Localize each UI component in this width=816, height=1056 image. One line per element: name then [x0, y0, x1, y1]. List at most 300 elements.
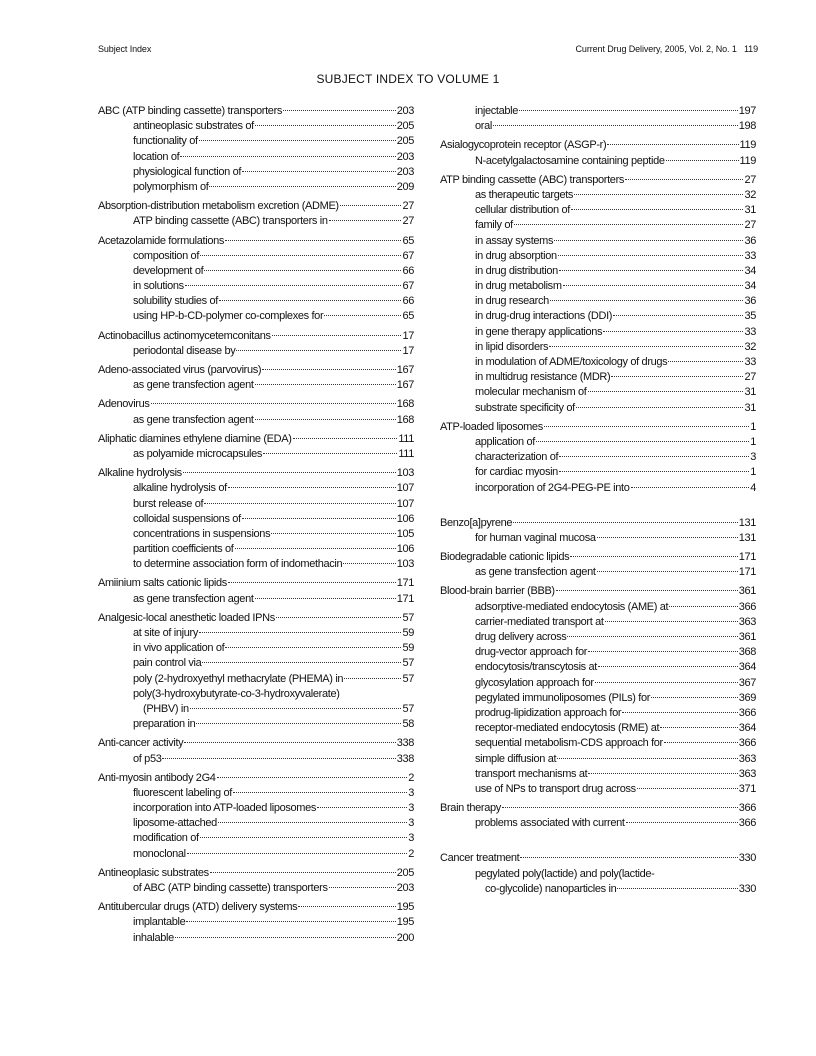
index-term: in drug metabolism — [475, 280, 562, 293]
index-term: physiological function of — [133, 165, 242, 178]
index-term: pegylated poly(lactide) and poly(lactide- — [475, 867, 655, 880]
index-term: carrier-mediated transport at — [475, 615, 604, 628]
index-subentry — [98, 752, 414, 767]
index-subentry — [440, 565, 756, 580]
index-term: as gene transfection agent — [133, 413, 254, 426]
index-term: prodrug-lipidization approach for — [475, 706, 622, 719]
index-term: as gene transfection agent — [475, 566, 596, 579]
dot-leader — [597, 537, 738, 538]
dot-leader — [574, 194, 743, 195]
dot-leader — [597, 571, 738, 572]
page-number: 330 — [738, 882, 756, 895]
page-number: 203 — [396, 882, 414, 894]
page-number: 17 — [402, 329, 414, 342]
dot-leader — [611, 376, 743, 377]
index-subentry — [98, 264, 414, 279]
index-entry-group — [98, 234, 414, 325]
index-subentry — [440, 882, 756, 897]
dot-leader — [262, 369, 395, 370]
dot-leader — [162, 758, 395, 759]
dot-leader — [225, 647, 401, 648]
page-number: 203 — [396, 105, 414, 117]
index-term: to determine association form of indomethacin — [133, 558, 343, 571]
index-term: concentrations in suspensions — [133, 527, 271, 540]
index-heading — [98, 771, 414, 786]
index-entry-group — [98, 199, 414, 229]
dot-leader — [210, 872, 396, 873]
dot-leader — [242, 518, 396, 519]
page-number: 205 — [396, 120, 414, 133]
index-heading — [440, 173, 756, 188]
page-number: 34 — [744, 280, 756, 293]
index-entry-group — [98, 611, 414, 733]
index-subentry — [440, 721, 756, 736]
page-number: 361 — [738, 631, 756, 643]
index-subentry — [98, 119, 414, 134]
page-number: 171 — [396, 577, 414, 590]
index-subentry — [440, 630, 756, 645]
index-term: drug-vector approach for — [475, 646, 588, 659]
index-entry-group — [98, 736, 414, 766]
dot-leader — [556, 590, 738, 591]
index-heading — [98, 397, 414, 412]
index-subentry — [98, 294, 414, 309]
dot-leader — [576, 407, 744, 408]
index-term: at site of injury — [133, 627, 198, 639]
index-subentry — [98, 497, 414, 512]
page-number: 106 — [396, 512, 414, 525]
index-subentry — [98, 801, 414, 816]
dot-leader — [344, 678, 401, 679]
index-heading — [98, 363, 414, 378]
dot-leader — [520, 857, 737, 858]
index-subentry — [440, 767, 756, 782]
index-subentry — [440, 355, 756, 370]
index-heading — [98, 432, 414, 447]
page-number: 171 — [738, 551, 756, 564]
header-journal-citation: Current Drug Delivery, 2005, Vol. 2, No. 1 119 — [575, 44, 758, 54]
index-heading — [440, 584, 756, 599]
page-number: 1 — [750, 420, 756, 433]
page-number: 168 — [396, 413, 414, 426]
page-number: 171 — [396, 592, 414, 605]
index-term: modification of — [133, 832, 199, 845]
index-entry-group — [98, 466, 414, 572]
index-subentry — [98, 915, 414, 930]
page-number: 35 — [744, 310, 756, 323]
index-term: as gene transfection agent — [133, 592, 254, 605]
index-term: transport mechanisms at — [475, 767, 588, 780]
page-number: 27 — [402, 200, 414, 213]
dot-leader — [536, 441, 749, 442]
index-term: of ABC (ATP binding cassette) transporters — [133, 882, 328, 894]
index-subentry — [440, 481, 756, 496]
index-subentry — [98, 931, 414, 946]
index-term: Alkaline hydrolysis — [98, 467, 182, 480]
index-term: burst release of — [133, 497, 204, 510]
index-subentry — [98, 413, 414, 428]
index-term: incorporation of 2G4-PEG-PE into — [475, 481, 630, 494]
index-term: antineoplasic substrates of — [133, 120, 254, 133]
dot-leader — [493, 125, 738, 126]
dot-leader — [329, 887, 396, 888]
index-subentry — [98, 481, 414, 496]
page-number: 205 — [396, 866, 414, 879]
index-term: characterization of — [475, 451, 559, 464]
index-term: ABC (ATP binding cassette) transporters — [98, 105, 283, 117]
index-term: in drug distribution — [475, 264, 558, 277]
index-heading — [98, 900, 414, 915]
index-subentry — [440, 435, 756, 450]
index-term: molecular mechanism of — [475, 386, 587, 399]
dot-leader — [293, 438, 398, 439]
page-number: 111 — [398, 432, 414, 445]
dot-leader — [255, 419, 396, 420]
index-term: in vivo application of — [133, 642, 225, 655]
index-term: as polyamide microcapsules — [133, 447, 263, 460]
page-number: 67 — [402, 280, 414, 293]
index-subentry — [440, 736, 756, 751]
dot-leader — [631, 487, 750, 488]
index-subentry — [440, 188, 756, 203]
page-number: 195 — [396, 916, 414, 929]
page-number: 203 — [396, 165, 414, 178]
page-number: 371 — [738, 782, 756, 795]
page-number: 103 — [396, 558, 414, 571]
dot-leader — [603, 331, 743, 332]
dot-leader — [200, 837, 408, 838]
dot-leader — [283, 110, 396, 111]
dot-leader — [595, 682, 738, 683]
dot-leader — [554, 240, 743, 241]
index-term: endocytosis/transcytosis at — [475, 661, 597, 674]
page-number: 366 — [738, 817, 756, 830]
index-term: Brain therapy — [440, 802, 501, 815]
page-number: 106 — [396, 543, 414, 556]
page-number: 338 — [396, 752, 414, 765]
page-number: 168 — [396, 398, 414, 411]
index-subentry — [440, 600, 756, 615]
index-term: as gene transfection agent — [133, 379, 254, 392]
index-subentry — [440, 249, 756, 264]
dot-leader — [637, 788, 738, 789]
index-term: ATP binding cassette (ABC) transporters in — [133, 215, 328, 228]
index-subentry — [98, 702, 414, 717]
index-heading — [440, 420, 756, 435]
page-number: 57 — [402, 672, 414, 685]
index-term: Adeno-associated virus (parvovirus) — [98, 364, 262, 376]
dot-leader — [218, 822, 407, 823]
index-term: in assay systems — [475, 234, 554, 247]
index-term: application of — [475, 435, 535, 448]
page-number: 27 — [744, 371, 756, 384]
index-entry-group — [440, 851, 756, 897]
dot-leader — [567, 636, 737, 637]
index-term: Biodegradable cationic lipids — [440, 551, 570, 564]
page-number: 58 — [402, 718, 414, 731]
index-term: Aliphatic diamines ethylene diamine (EDA) — [98, 432, 292, 445]
index-subentry — [98, 309, 414, 324]
index-entry-group — [98, 104, 414, 195]
index-term: Analgesic-local anesthetic loaded IPNs — [98, 611, 275, 624]
index-term: for human vaginal mucosa — [475, 531, 596, 544]
index-term: glycosylation approach for — [475, 676, 594, 689]
dot-leader — [217, 777, 408, 778]
index-subentry — [98, 214, 414, 229]
page-number: 1 — [750, 435, 756, 448]
index-column-left — [98, 104, 414, 950]
index-term: Anti-myosin antibody 2G4 — [98, 771, 216, 784]
dot-leader — [514, 224, 744, 225]
page-number: 363 — [738, 767, 756, 780]
index-term: of p53 — [133, 752, 162, 765]
index-heading — [98, 104, 414, 119]
dot-leader — [502, 807, 738, 808]
dot-leader — [588, 391, 744, 392]
page-number: 32 — [744, 340, 756, 353]
index-subentry — [98, 641, 414, 656]
dot-leader — [151, 403, 396, 404]
index-subentry — [98, 672, 414, 687]
page-number: 197 — [738, 105, 756, 117]
page-number: 330 — [738, 852, 756, 865]
dot-leader — [228, 582, 396, 583]
dot-leader — [563, 285, 744, 286]
index-heading — [98, 866, 414, 881]
index-subentry — [98, 249, 414, 264]
index-subentry — [440, 104, 756, 119]
index-term: cellular distribution of — [475, 204, 570, 217]
dot-leader — [255, 384, 396, 385]
index-term: using HP-b-CD-polymer co-complexes for — [133, 310, 324, 323]
index-entry-group — [440, 173, 756, 416]
index-subentry — [98, 847, 414, 862]
dot-leader — [233, 792, 407, 793]
page-number: 368 — [738, 646, 756, 659]
page-number: 363 — [738, 752, 756, 765]
header-section-title: Subject Index — [98, 44, 152, 54]
index-term: liposome-attached — [133, 817, 217, 830]
index-term: drug delivery across — [475, 631, 567, 643]
index-subentry — [98, 592, 414, 607]
page-number: 57 — [402, 611, 414, 624]
page-number: 366 — [738, 737, 756, 750]
index-subentry — [98, 150, 414, 165]
page-number: 205 — [396, 135, 414, 148]
dot-leader — [343, 563, 395, 564]
page-number: 27 — [402, 215, 414, 228]
page-number: 2 — [408, 847, 414, 860]
dot-leader — [664, 742, 738, 743]
index-term: Benzo[a]pyrene — [440, 516, 513, 529]
index-term: Adenovirus — [98, 398, 150, 411]
index-term: alkaline hydrolysis of — [133, 482, 227, 495]
dot-leader — [255, 598, 396, 599]
index-term: family of — [475, 219, 513, 232]
index-term: (PHBV) in — [143, 702, 189, 715]
dot-leader — [559, 270, 744, 271]
index-heading — [440, 851, 756, 866]
index-term: in modulation of ADME/toxicology of drugs — [475, 356, 668, 368]
index-term: in gene therapy applications — [475, 325, 603, 338]
page-number: 3 — [408, 817, 414, 830]
page-number: 3 — [408, 802, 414, 815]
index-term: problems associated with current — [475, 817, 625, 830]
index-term: Acetazolamide formulations — [98, 234, 225, 247]
index-subentry — [440, 465, 756, 480]
dot-leader — [558, 255, 744, 256]
index-entry-group — [440, 420, 756, 496]
page-number: 167 — [396, 379, 414, 392]
index-subentry — [440, 218, 756, 233]
index-term: Antineoplasic substrates — [98, 866, 209, 879]
dot-leader — [588, 651, 738, 652]
index-term: incorporation into ATP-loaded liposomes — [133, 802, 317, 815]
index-subentry — [98, 687, 414, 702]
dot-leader — [209, 186, 395, 187]
index-term: in multidrug resistance (MDR) — [475, 371, 611, 384]
dot-leader — [666, 160, 739, 161]
index-heading — [98, 234, 414, 249]
dot-leader — [204, 503, 395, 504]
dot-leader — [559, 456, 749, 457]
index-subentry — [98, 279, 414, 294]
index-subentry — [98, 816, 414, 831]
dot-leader — [196, 723, 401, 724]
dot-leader — [225, 240, 401, 241]
index-heading — [440, 801, 756, 816]
page-number: 171 — [738, 566, 756, 579]
dot-leader — [513, 522, 738, 523]
index-term: implantable — [133, 916, 186, 929]
page-number: 27 — [744, 173, 756, 186]
index-subentry — [440, 450, 756, 465]
index-entry-group — [440, 138, 756, 168]
dot-leader — [559, 471, 749, 472]
index-subentry — [440, 119, 756, 134]
dot-leader — [187, 853, 407, 854]
dot-leader — [607, 144, 738, 145]
page-number: 66 — [402, 264, 414, 277]
index-subentry — [98, 656, 414, 671]
index-term: sequential metabolism-CDS approach for — [475, 737, 663, 750]
page-number: 32 — [744, 188, 756, 201]
page-number: 65 — [402, 234, 414, 247]
index-subentry — [440, 401, 756, 416]
dot-leader — [228, 487, 396, 488]
dot-leader — [549, 346, 743, 347]
index-term: functionality of — [133, 135, 198, 148]
index-entry-group — [98, 771, 414, 862]
index-term: N-acetylgalactosamine containing peptide — [475, 154, 665, 167]
index-term: injectable — [475, 105, 518, 117]
index-term: for cardiac myosin — [475, 466, 558, 479]
page-number: 33 — [744, 325, 756, 338]
page-number: 57 — [402, 702, 414, 715]
index-term: Amiinium salts cationic lipids — [98, 577, 227, 590]
index-term: receptor-mediated endocytosis (RME) at — [475, 722, 660, 735]
index-subentry — [440, 279, 756, 294]
index-subentry — [440, 294, 756, 309]
page-number: 3 — [750, 451, 756, 464]
index-heading — [98, 576, 414, 591]
page-number: 366 — [738, 802, 756, 815]
page-number: 119 — [739, 154, 756, 167]
dot-leader — [622, 712, 737, 713]
page-number: 17 — [402, 344, 414, 357]
dot-leader — [236, 350, 401, 351]
index-subentry — [440, 234, 756, 249]
page-number: 2 — [408, 771, 414, 784]
index-term: substrate specificity of — [475, 401, 575, 414]
index-term: Blood-brain barrier (BBB) — [440, 585, 555, 598]
index-subentry — [98, 134, 414, 149]
index-term: Cancer treatment — [440, 852, 520, 865]
index-term: fluorescent labeling of — [133, 786, 232, 799]
page-number: 363 — [738, 615, 756, 628]
index-subentry — [98, 180, 414, 195]
index-term: adsorptive-mediated endocytosis (AME) at — [475, 600, 669, 613]
index-subentry — [440, 867, 756, 882]
index-term: as therapeutic targets — [475, 188, 574, 201]
page-number: 31 — [744, 401, 756, 414]
page-number: 31 — [744, 204, 756, 217]
dot-leader — [190, 708, 402, 709]
index-heading — [98, 611, 414, 626]
index-entry-group — [440, 801, 756, 831]
dot-leader — [219, 300, 401, 301]
dot-leader — [570, 556, 737, 557]
index-heading — [98, 736, 414, 751]
dot-leader — [651, 697, 738, 698]
page-number: 67 — [402, 249, 414, 262]
index-term: preparation in — [133, 718, 196, 731]
index-subentry — [440, 531, 756, 546]
page-number: 369 — [738, 691, 756, 704]
index-entry-group — [98, 576, 414, 606]
page-number: 59 — [402, 627, 414, 639]
dot-leader — [557, 758, 737, 759]
dot-leader — [175, 937, 396, 938]
index-subentry — [440, 676, 756, 691]
index-subentry — [440, 309, 756, 324]
dot-leader — [200, 255, 401, 256]
page-number: 366 — [738, 706, 756, 719]
index-term: pegylated immunoliposomes (PILs) for — [475, 691, 651, 704]
page-number: 107 — [396, 482, 414, 495]
index-entry-group — [98, 900, 414, 946]
index-term: co-glycolide) nanoparticles in — [485, 882, 617, 895]
dot-leader — [550, 300, 744, 301]
index-entry-group — [98, 432, 414, 462]
dot-leader — [235, 548, 396, 549]
index-entry-group — [98, 866, 414, 896]
index-term: colloidal suspensions of — [133, 512, 241, 525]
index-term: Anti-cancer activity — [98, 737, 184, 750]
dot-leader — [298, 906, 395, 907]
index-term: simple diffusion at — [475, 752, 557, 765]
index-subentry — [440, 264, 756, 279]
dot-leader — [317, 807, 407, 808]
page-number: 366 — [738, 600, 756, 613]
index-subentry — [440, 203, 756, 218]
dot-leader — [186, 921, 395, 922]
index-term: inhalable — [133, 931, 174, 944]
index-term: in solutions — [133, 280, 184, 293]
page-number: 338 — [396, 737, 414, 750]
page-number: 36 — [744, 295, 756, 308]
dot-leader — [617, 888, 737, 889]
